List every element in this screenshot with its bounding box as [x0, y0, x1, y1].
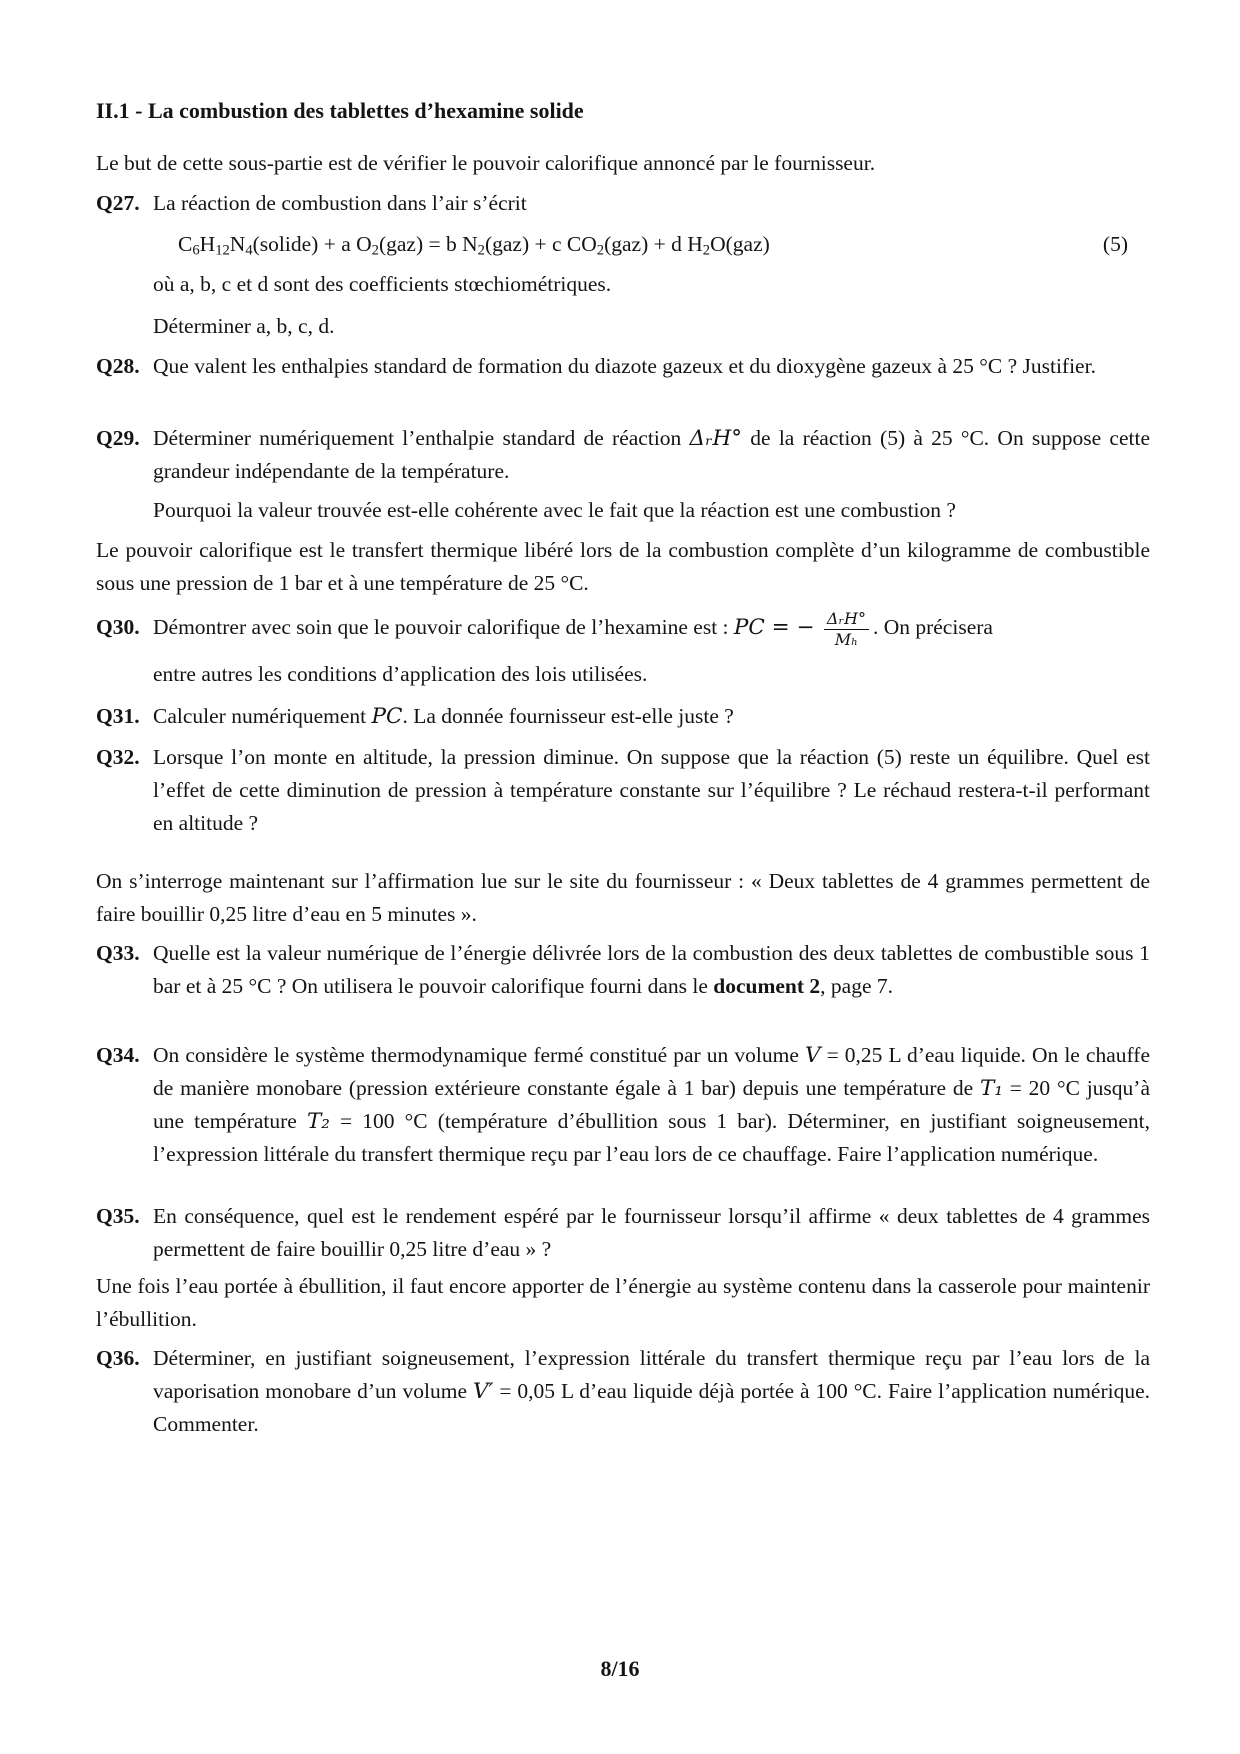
- pc-lhs: PC = −: [733, 615, 815, 640]
- question-number: Q28.: [96, 354, 140, 378]
- question-q30: Q30. Démontrer avec soin que le pouvoir calorifique de l’hexamine est : PC = − $\frac{\text{ΔᵣH°}}{\text{Mₕ}}$ . On précisera: [96, 604, 1150, 651]
- definition-paragraph: Le pouvoir calorifique est le transfert thermique libéré lors de la combustion complète d’un kilogramme de combustible sous une pression de 1 bar et à une température de 25 °C.: [96, 538, 1150, 595]
- intro-paragraph: Le but de cette sous-partie est de vérifier le pouvoir calorifique annoncé par le fournisseur.: [96, 151, 876, 175]
- formula-fraction: $\frac{\text{ΔᵣH°}}{\text{Mₕ}}$: [824, 609, 869, 650]
- page-number: 8/16: [600, 1656, 640, 1681]
- question-q31: Q31. Calculer numériquement PC. La donnée fournisseur est-elle juste ?: [96, 700, 1150, 733]
- pc-symbol: PC: [371, 704, 403, 729]
- question-number: Q33.: [96, 941, 140, 965]
- q30-continued: entre autres les conditions d’application des lois utilisées.: [153, 662, 648, 686]
- delta-h-symbol: ΔᵣH°: [689, 426, 743, 451]
- document-ref: document 2: [713, 974, 821, 998]
- question-q36: Q36. Déterminer, en justifiant soigneusement, l’expression littérale du transfert thermique reçu par l’eau lors de la vaporisation monobare d’un volume V′ = 0,05 L d’eau liquide déjà portée à 100 °C. Faire l’application numérique. Commenter.: [96, 1342, 1150, 1441]
- question-q33: Q33. Quelle est la valeur numérique de l’énergie délivrée lors de la combustion des deux tablettes de combustible sous 1 bar et à 25 °C ? On utilisera le pouvoir calorifique fourni dans le document 2, page 7.: [96, 937, 1150, 1003]
- boil-paragraph: Une fois l’eau portée à ébullition, il faut encore apporter de l’énergie au système contenu dans la casserole pour maintenir l’ébullition.: [96, 1274, 1150, 1331]
- question-number: Q32.: [96, 745, 140, 769]
- question-q29: Q29. Déterminer numériquement l’enthalpie standard de réaction ΔᵣH° de la réaction (5) à 25 °C. On suppose cette grandeur indépendante de la température.: [96, 422, 1150, 488]
- question-q34: Q34. On considère le système thermodynamique fermé constitué par un volume V = 0,25 L d’eau liquide. On le chauffe de manière monobare (pression extérieure constante égale à 1 bar) depuis une température de T₁ = 20 °C jusqu’à une température T₂ = 100 °C (température d’ébullition sous 1 bar). Déterminer, en justifiant soigneusement, l’expression littérale du transfert thermique reçu par l’eau lors de ce chauffage. Faire l’application numérique.: [96, 1039, 1150, 1171]
- question-q28: [96, 350, 1150, 383]
- question-number: Q34.: [96, 1043, 140, 1067]
- question-number: Q30.: [96, 615, 140, 639]
- question-number: Q35.: [96, 1204, 140, 1228]
- claim-paragraph: On s’interroge maintenant sur l’affirmation lue sur le site du fournisseur : « Deux tablettes de 4 grammes permettent de faire bouillir 0,25 litre d’eau en 5 minutes ».: [96, 869, 1150, 926]
- equation-number: (5): [1102, 232, 1128, 256]
- question-number: Q27.: [96, 191, 140, 215]
- question-text: La réaction de combustion dans l’air s’écrit: [153, 191, 527, 215]
- combustion-equation: $C_6H_{12}N_4(solide) + a$ $O_2(gaz) = b$ $N_2(gaz) + c$ $CO_2(gaz) + d$ $H_2O(gaz)$ (5): [178, 228, 1128, 261]
- q29-followup: Pourquoi la valeur trouvée est-elle cohérente avec le fait que la réaction est une combustion ?: [153, 498, 956, 522]
- question-q35: Q35. En conséquence, quel est le rendement espéré par le fournisseur lorsqu’il affirme « deux tablettes de 4 grammes permettent de faire bouillir 0,25 litre d’eau » ?: [96, 1200, 1150, 1266]
- q27-after: où a, b, c et d sont des coefficients stœchiométriques.: [153, 272, 612, 296]
- q27-ask: Déterminer a, b, c, d.: [153, 314, 335, 338]
- question-text: Que valent les enthalpies standard de formation du diazote gazeux et du dioxygène gazeux à 25 °C ? Justifier.: [153, 354, 1096, 378]
- question-number: Q36.: [96, 1346, 140, 1370]
- question-number: Q31.: [96, 704, 140, 728]
- section-title: II.1 - La combustion des tablettes d’hexamine solide: [96, 98, 584, 123]
- question-number: Q29.: [96, 426, 140, 450]
- question-q32: Q32. Lorsque l’on monte en altitude, la pression diminue. On suppose que la réaction (5) reste un équilibre. Quel est l’effet de cette diminution de pression à température constante sur l’équilibre ? Le réchaud restera-t-il performant en altitude ?: [96, 741, 1150, 840]
- question-q27: [96, 187, 1150, 220]
